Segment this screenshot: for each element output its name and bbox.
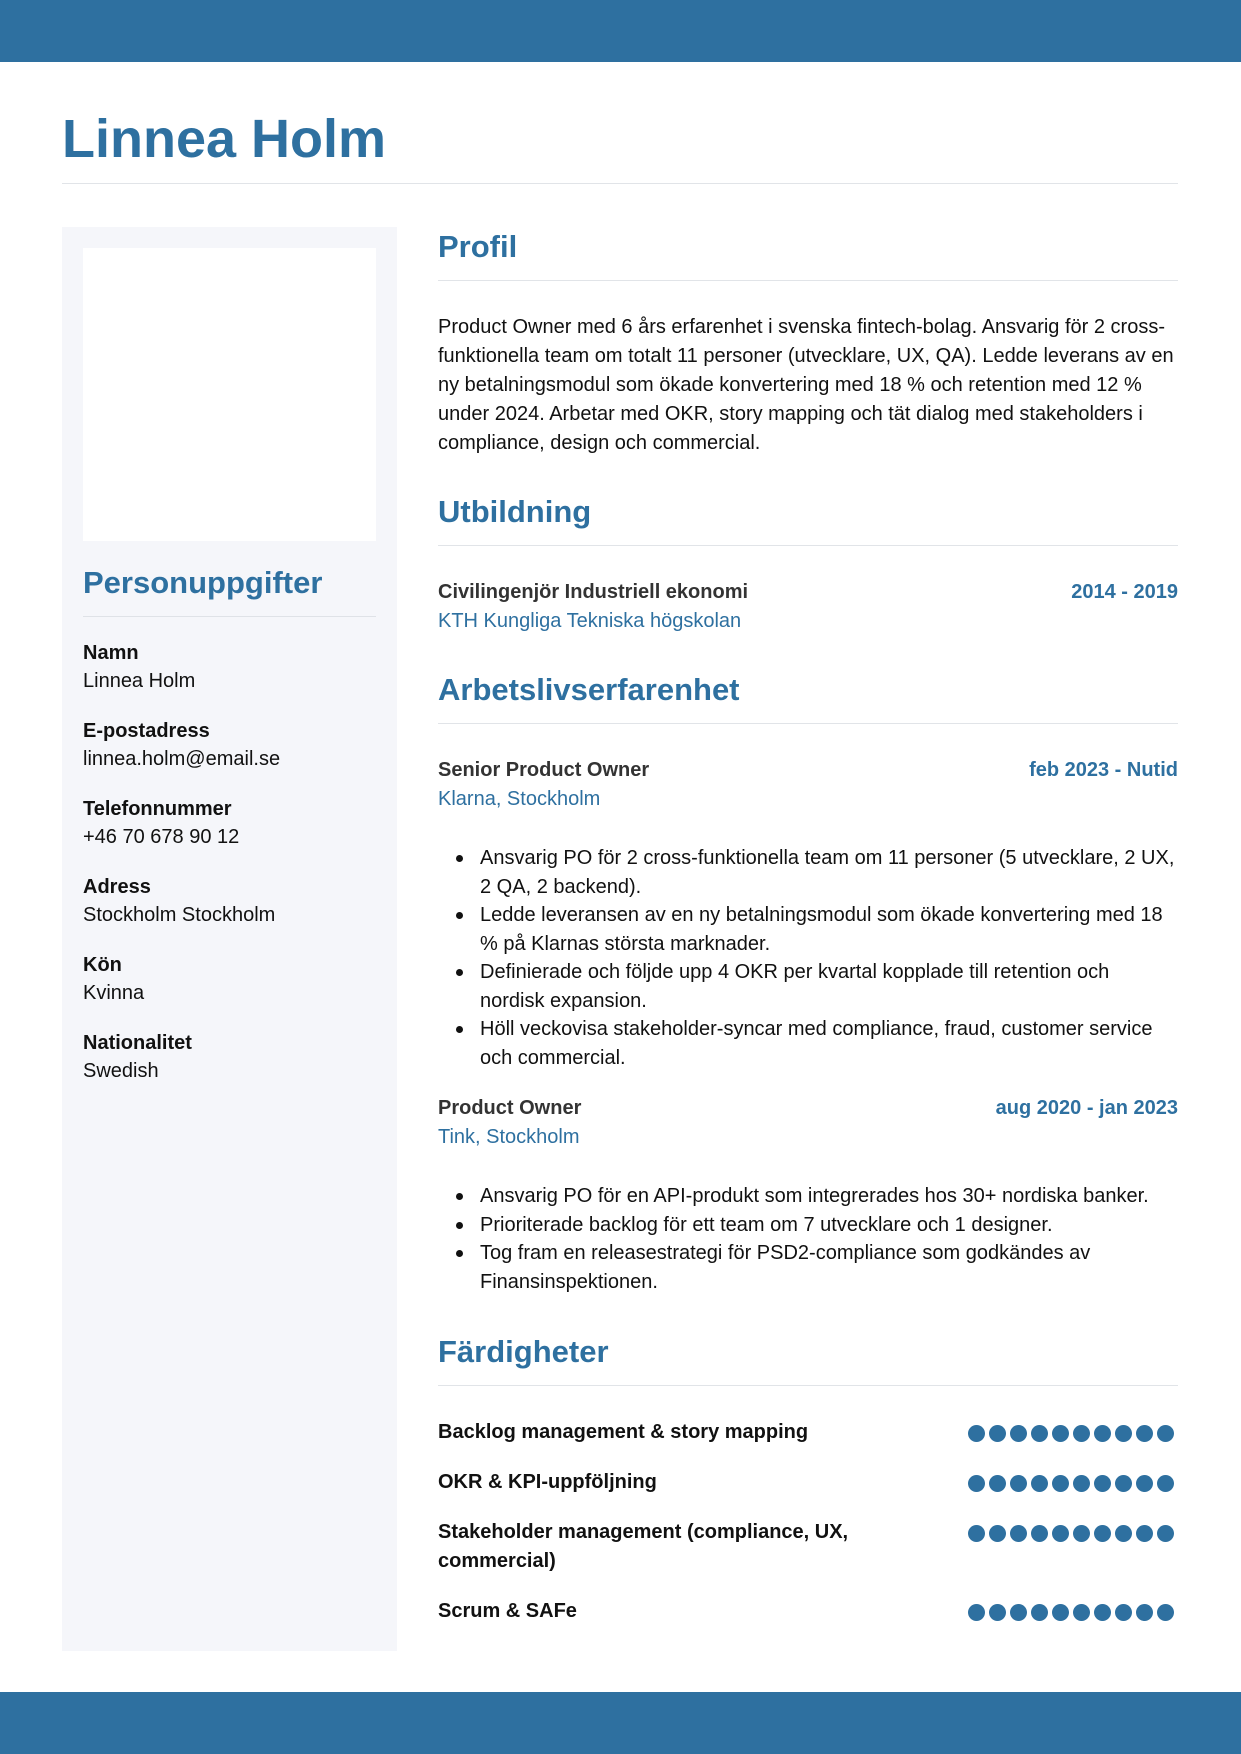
- personal-info-sidebar: [62, 227, 397, 1651]
- rating-dot: [1010, 1425, 1027, 1442]
- skill-row: [438, 1597, 1178, 1626]
- rating-dot: [1010, 1525, 1027, 1542]
- rating-dot: [1115, 1525, 1132, 1542]
- rating-dot: [1031, 1525, 1048, 1542]
- list-item: Ansvarig PO för 2 cross-funktionella team om 11 personer (5 utvecklare, 2 UX, 2 QA, 2 backend).: [480, 844, 1178, 901]
- list-item: Prioriterade backlog för ett team om 7 utvecklare och 1 designer.: [480, 1211, 1178, 1240]
- info-item-gender: [83, 951, 376, 1008]
- rating-dot: [1073, 1475, 1090, 1492]
- list-item: Ansvarig PO för en API-produkt som integrerades hos 30+ nordiska banker.: [480, 1182, 1178, 1211]
- rating-dot: [1115, 1425, 1132, 1442]
- info-label: E-postadress: [83, 720, 210, 742]
- section-divider: [438, 545, 1178, 546]
- rating-dot: [1094, 1525, 1111, 1542]
- section-divider: [438, 280, 1178, 281]
- info-label: Telefonnummer: [83, 798, 232, 820]
- job-bullet-list: [438, 844, 1178, 1072]
- job-date: feb 2023 - Nutid: [1029, 759, 1178, 781]
- rating-dot: [1052, 1425, 1069, 1442]
- skills-heading: Färdigheter: [438, 1334, 609, 1369]
- rating-dot: [1157, 1425, 1174, 1442]
- rating-dot: [989, 1425, 1006, 1442]
- info-value: Stockholm Stockholm: [83, 904, 276, 926]
- rating-dot: [968, 1425, 985, 1442]
- experience-heading: Arbetslivserfarenhet: [438, 672, 740, 707]
- info-item-nationality: [83, 1029, 376, 1086]
- skill-rating: [968, 1604, 1174, 1621]
- info-item-email: [83, 717, 376, 774]
- info-label: Kön: [83, 954, 122, 976]
- skill-rating: [968, 1475, 1174, 1492]
- rating-dot: [1052, 1475, 1069, 1492]
- rating-dot: [1094, 1425, 1111, 1442]
- title-divider: [62, 183, 1178, 184]
- rating-dot: [1031, 1604, 1048, 1621]
- rating-dot: [1115, 1604, 1132, 1621]
- education-entry: [438, 578, 1178, 636]
- profile-summary: Product Owner med 6 års erfarenhet i svenska fintech-bolag. Ansvarig för 2 cross-funktionella team om totalt 11 personer (utvecklare, UX, QA). Ledde leverans av en ny betalningsmodul som ökade konvertering med 18 % och retention med 12 % under 2024. Arbetar med OKR, story mapping och tät dialog med stakeholders i compliance, design och commercial.: [438, 316, 1174, 454]
- personal-info-list: [83, 639, 376, 1086]
- company-name: Klarna, Stockholm: [438, 788, 601, 810]
- education-section: [438, 492, 1178, 636]
- skill-row: [438, 1518, 1178, 1576]
- job-entry: [438, 756, 1178, 1072]
- sidebar-divider: [83, 616, 376, 617]
- skills-list: [438, 1418, 1178, 1626]
- profile-heading: Profil: [438, 229, 518, 264]
- bottom-banner: [0, 1692, 1241, 1754]
- skill-name: Stakeholder management (compliance, UX, commercial): [438, 1521, 849, 1572]
- job-bullet-list: [438, 1182, 1178, 1296]
- rating-dot: [1136, 1425, 1153, 1442]
- info-value: +46 70 678 90 12: [83, 826, 240, 848]
- rating-dot: [1031, 1475, 1048, 1492]
- skill-rating: [968, 1525, 1174, 1542]
- school-name: KTH Kungliga Tekniska högskolan: [438, 610, 742, 632]
- skill-rating: [968, 1425, 1174, 1442]
- skill-row: [438, 1468, 1178, 1497]
- list-item: Höll veckovisa stakeholder-syncar med compliance, fraud, customer service och commercial.: [480, 1015, 1178, 1072]
- skill-name: Backlog management & story mapping: [438, 1421, 809, 1443]
- job-date: aug 2020 - jan 2023: [995, 1097, 1178, 1119]
- rating-dot: [989, 1525, 1006, 1542]
- list-item: Ledde leveransen av en ny betalningsmodul som ökade konvertering med 18 % på Klarnas största marknader.: [480, 901, 1178, 958]
- rating-dot: [1094, 1604, 1111, 1621]
- rating-dot: [968, 1604, 985, 1621]
- rating-dot: [1157, 1475, 1174, 1492]
- info-value: Kvinna: [83, 982, 145, 1004]
- rating-dot: [1052, 1525, 1069, 1542]
- info-value: linnea.holm@email.se: [83, 748, 281, 770]
- rating-dot: [1073, 1525, 1090, 1542]
- job-entry: [438, 1094, 1178, 1296]
- info-item-address: [83, 873, 376, 930]
- rating-dot: [989, 1604, 1006, 1621]
- rating-dot: [1157, 1604, 1174, 1621]
- rating-dot: [1115, 1475, 1132, 1492]
- skill-name: OKR & KPI-uppföljning: [438, 1471, 657, 1493]
- rating-dot: [1136, 1604, 1153, 1621]
- skill-name: Scrum & SAFe: [438, 1600, 577, 1622]
- education-heading: Utbildning: [438, 494, 592, 529]
- rating-dot: [1052, 1604, 1069, 1621]
- rating-dot: [1010, 1475, 1027, 1492]
- rating-dot: [1073, 1604, 1090, 1621]
- profile-section: [438, 227, 1178, 458]
- rating-dot: [1157, 1525, 1174, 1542]
- info-item-name: [83, 639, 376, 696]
- section-divider: [438, 1385, 1178, 1386]
- info-label: Nationalitet: [83, 1032, 192, 1054]
- rating-dot: [968, 1475, 985, 1492]
- rating-dot: [1094, 1475, 1111, 1492]
- main-content: [438, 227, 1178, 1647]
- page-title: Linnea Holm: [62, 109, 387, 169]
- info-label: Adress: [83, 876, 151, 898]
- skills-section: [438, 1332, 1178, 1626]
- education-date: 2014 - 2019: [1071, 581, 1178, 603]
- info-value: Swedish: [83, 1060, 159, 1082]
- job-title: Product Owner: [438, 1097, 582, 1119]
- experience-section: [438, 670, 1178, 1296]
- rating-dot: [989, 1475, 1006, 1492]
- profile-photo-placeholder: [83, 248, 376, 541]
- top-banner: [0, 0, 1241, 62]
- list-item: Tog fram en releasestrategi för PSD2-compliance som godkändes av Finansinspektionen.: [480, 1239, 1178, 1296]
- info-item-phone: [83, 795, 376, 852]
- info-label: Namn: [83, 642, 139, 664]
- rating-dot: [1136, 1525, 1153, 1542]
- rating-dot: [1073, 1425, 1090, 1442]
- rating-dot: [1031, 1425, 1048, 1442]
- degree-title: Civilingenjör Industriell ekonomi: [438, 581, 749, 603]
- company-name: Tink, Stockholm: [438, 1126, 580, 1148]
- skill-row: [438, 1418, 1178, 1447]
- info-value: Linnea Holm: [83, 670, 196, 692]
- rating-dot: [968, 1525, 985, 1542]
- rating-dot: [1136, 1475, 1153, 1492]
- job-title: Senior Product Owner: [438, 759, 650, 781]
- list-item: Definierade och följde upp 4 OKR per kvartal kopplade till retention och nordisk expansion.: [480, 958, 1178, 1015]
- section-divider: [438, 723, 1178, 724]
- personal-info-heading: Personuppgifter: [83, 565, 323, 600]
- rating-dot: [1010, 1604, 1027, 1621]
